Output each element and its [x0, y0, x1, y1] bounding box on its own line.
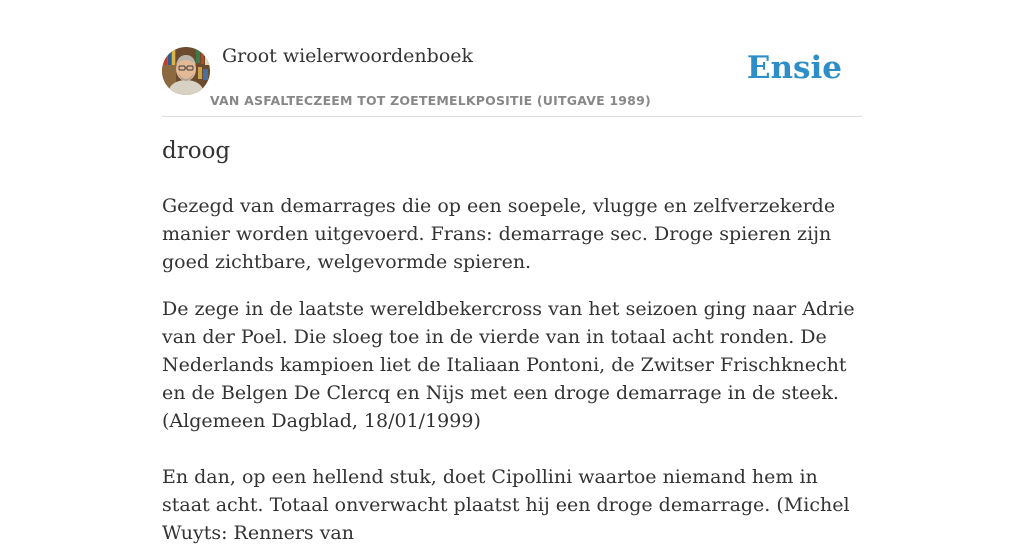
book-title-link[interactable]: Groot wielerwoordenboek: [222, 45, 474, 67]
author-portrait-icon: [162, 47, 210, 95]
entry-definition: Gezegd van demarrages die op een soepele, vlugge en zelfverzekerde manier worden uitgevoerd. Frans: demarrage sec. Droge spieren zijn goed zichtbare, welgevormde spieren.: [162, 195, 836, 273]
entry-example-quote: En dan, op een hellend stuk, doet Cipollini waartoe niemand hem in staat acht. Totaal onverwacht plaatst hij een droge demarrage. (Michel Wuyts: Renners van: [162, 466, 850, 544]
ensie-logo-link[interactable]: Ensie: [746, 50, 842, 86]
book-header: [162, 0, 862, 117]
page-container: [162, 0, 862, 544]
book-subtitle-link[interactable]: VAN ASFALTECZEEM TOT ZOETEMELKPOSITIE (UITGAVE 1989): [210, 93, 651, 108]
entry-example-quote: De zege in de laatste wereldbekercross van het seizoen ging naar Adrie van der Poel. Die sloeg toe in de vierde van in totaal acht ronden. De Nederlands kampioen liet de Italiaan Pontoni, de Zwitser Frischknecht en de Belgen De Clercq en Nijs met een droge demarrage in de steek. (Algemeen Dagblad, 18/01/1999): [162, 298, 855, 432]
author-avatar[interactable]: [162, 47, 210, 95]
entry-term: droog: [162, 138, 231, 164]
